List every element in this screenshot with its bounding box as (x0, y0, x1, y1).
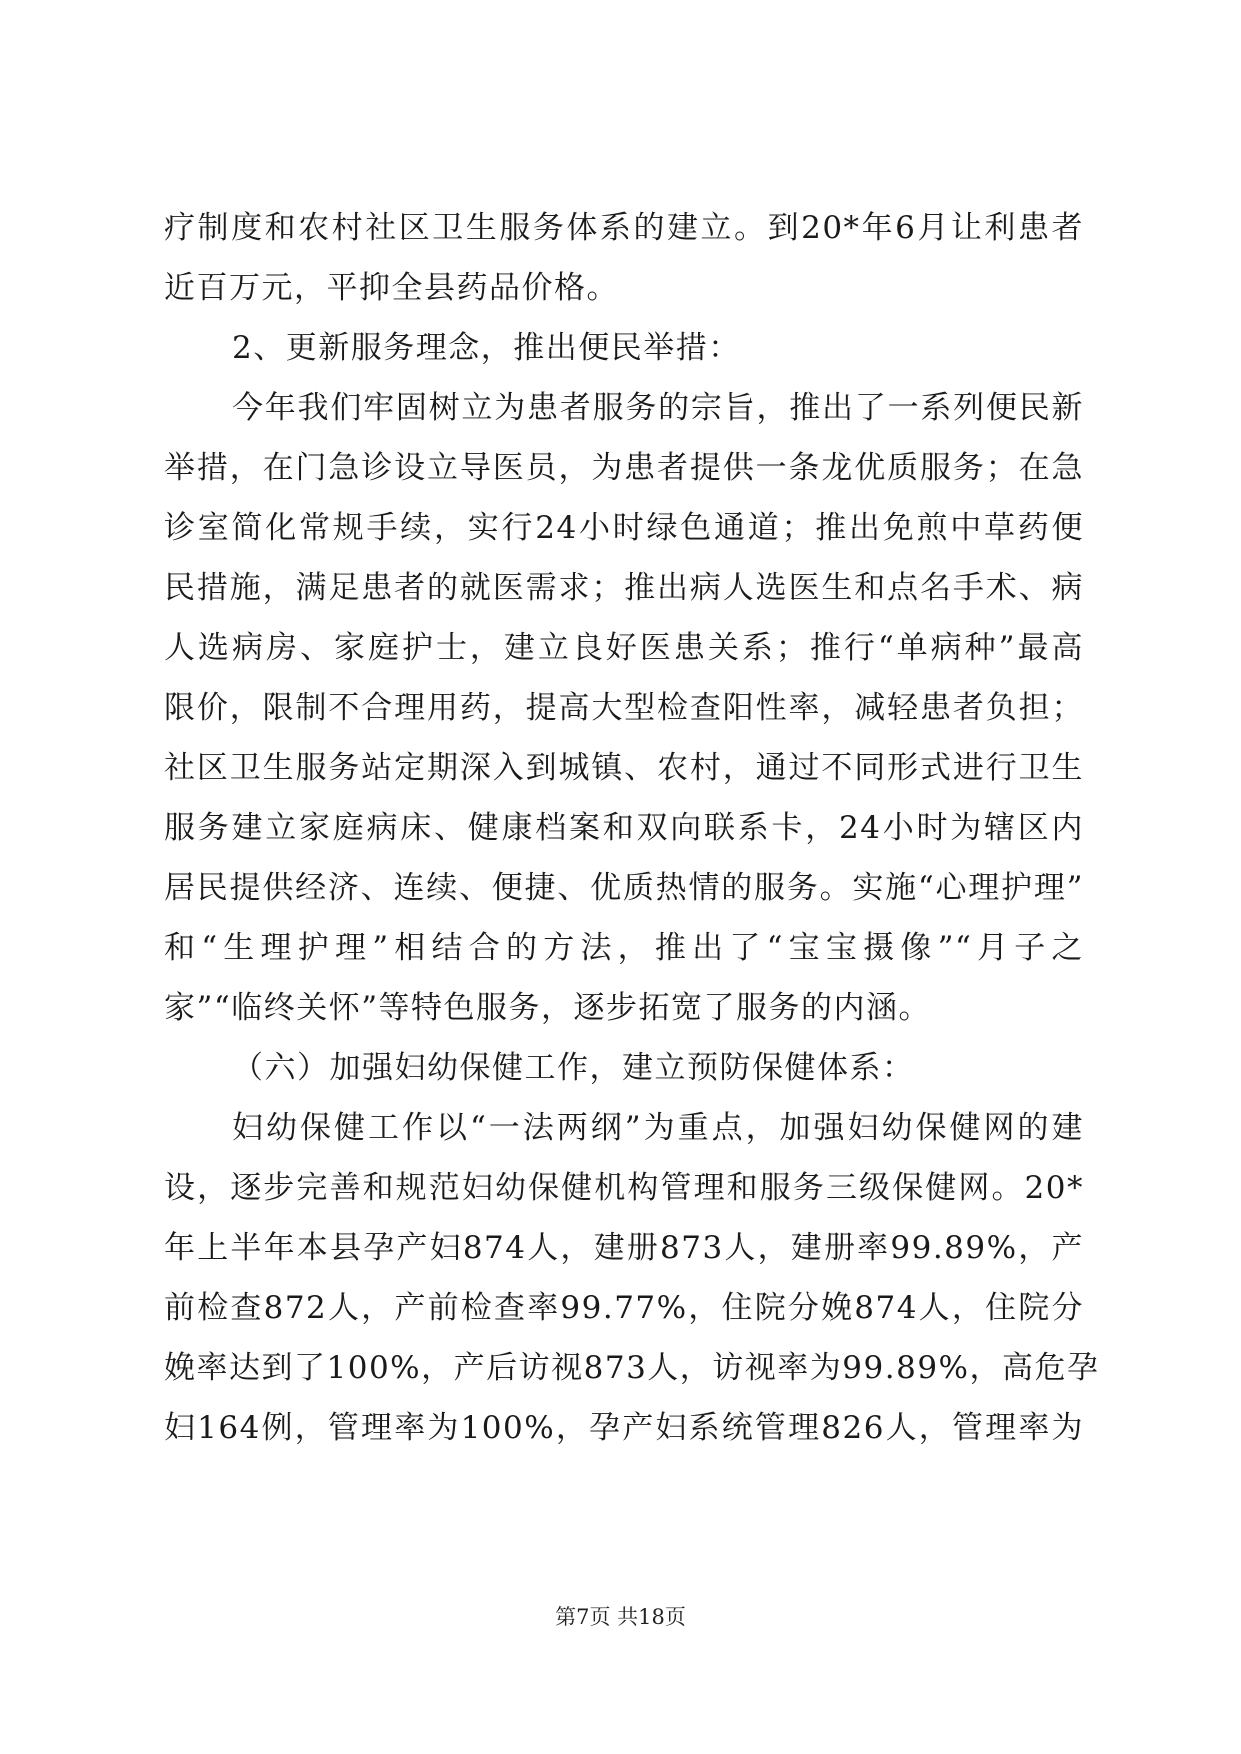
body-line: 诊室简化常规手续，实行24小时绿色通道；推出免煎中草药便 (164, 510, 1084, 546)
body-line: 近百万元，平抑全县药品价格。 (164, 270, 619, 306)
body-line: 疗制度和农村社区卫生服务体系的建立。到20*年6月让利患者 (164, 210, 1084, 246)
body-line: 居民提供经济、连续、便捷、优质热情的服务。实施“心理护理” (164, 870, 1084, 906)
section-heading: 2、更新服务理念，推出便民举措： (232, 330, 741, 366)
body-line: 前检查872人，产前检查率99.77%，住院分娩874人，住院分 (164, 1290, 1084, 1326)
body-line: 妇164例，管理率为100%，孕产妇系统管理826人，管理率为 (164, 1410, 1084, 1446)
body-line: 社区卫生服务站定期深入到城镇、农村，通过不同形式进行卫生 (164, 750, 1084, 786)
body-line: 限价，限制不合理用药，提高大型检查阳性率，减轻患者负担； (164, 690, 1084, 726)
body-line: 家”“临终关怀”等特色服务，逐步拓宽了服务的内涵。 (164, 990, 932, 1026)
body-line: 年上半年本县孕产妇874人，建册873人，建册率99.89%，产 (164, 1230, 1084, 1266)
body-line: 设，逐步完善和规范妇幼保健机构管理和服务三级保健网。20* (164, 1170, 1084, 1206)
body-line: 人选病房、家庭护士，建立良好医患关系；推行“单病种”最高 (164, 630, 1084, 666)
body-line: 举措，在门急诊设立导医员，为患者提供一条龙优质服务；在急 (164, 450, 1084, 486)
body-line: 服务建立家庭病床、健康档案和双向联系卡，24小时为辖区内 (164, 810, 1084, 846)
body-line: 妇幼保健工作以“一法两纲”为重点，加强妇幼保健网的建 (232, 1110, 1084, 1146)
body-line: 今年我们牢固树立为患者服务的宗旨，推出了一系列便民新 (232, 390, 1084, 426)
body-line: 和“生理护理”相结合的方法，推出了“宝宝摄像”“月子之 (164, 930, 1084, 966)
page-footer: 第7页 共18页 (555, 1605, 686, 1629)
body-line: 娩率达到了100%，产后访视873人，访视率为99.89%，高危孕 (164, 1350, 1100, 1386)
body-line: 民措施，满足患者的就医需求；推出病人选医生和点名手术、病 (164, 570, 1084, 606)
section-heading: （六）加强妇幼保健工作，建立预防保健体系： (232, 1050, 915, 1086)
